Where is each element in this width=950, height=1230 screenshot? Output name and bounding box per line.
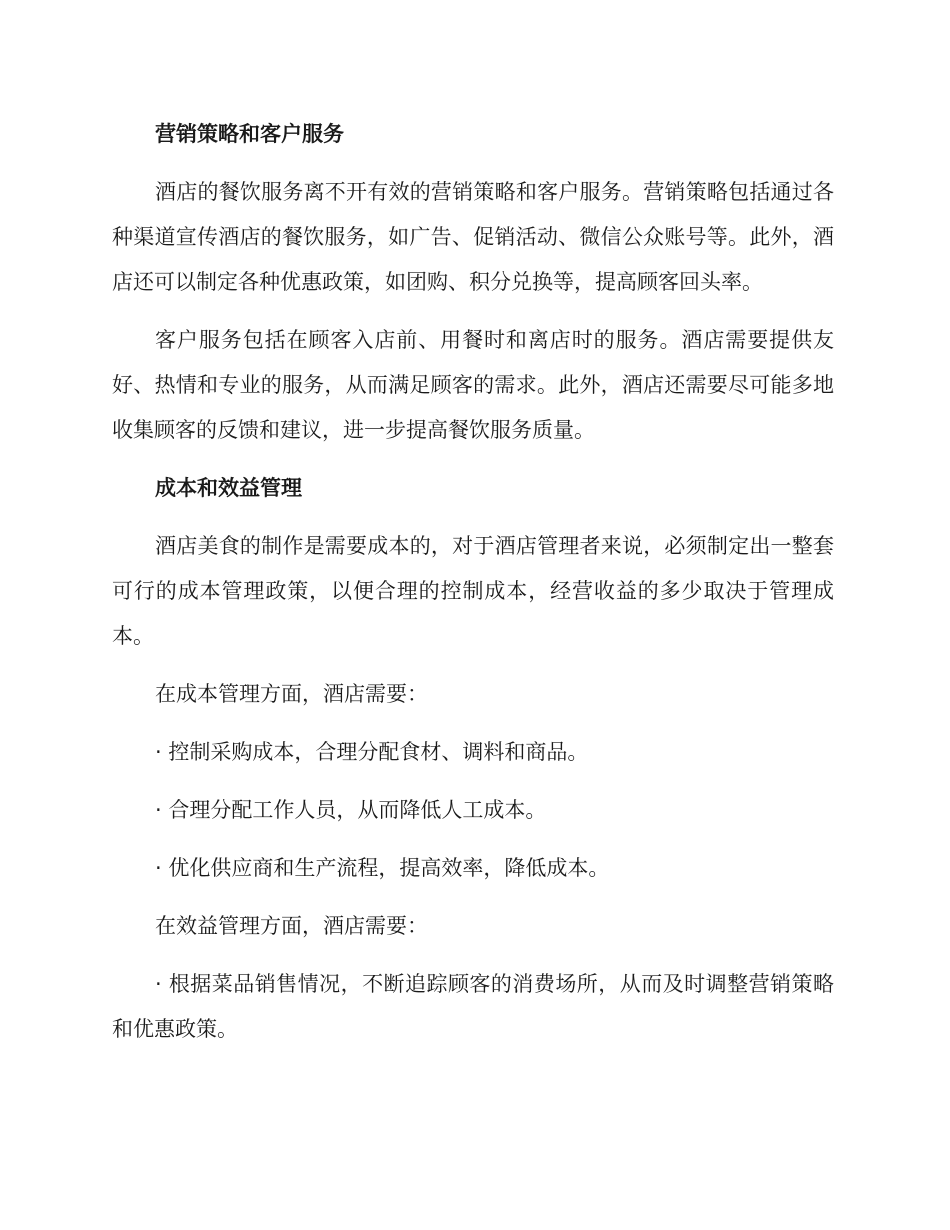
paragraph-cost-management-lead: 在成本管理方面，酒店需要：	[155, 682, 428, 706]
document-page	[112, 112, 834, 1052]
paragraph-benefit-management-lead: 在效益管理方面，酒店需要：	[155, 914, 428, 938]
bullet-item-procurement: · 控制采购成本，合理分配食材、调料和商品。	[155, 740, 589, 764]
paragraph-cost-intro: 酒店美食的制作是需要成本的，对于酒店管理者来说，必须制定出一整套可行的成本管理政策，以便合理的控制成本，经营收益的多少取决于管理成本。	[112, 534, 834, 648]
paragraph-customer-service: 客户服务包括在顾客入店前、用餐时和离店时的服务。酒店需要提供友好、热情和专业的服务，从而满足顾客的需求。此外，酒店还需要尽可能多地收集顾客的反馈和建议，进一步提高餐饮服务质量。	[112, 328, 834, 442]
paragraph-marketing-strategy: 酒店的餐饮服务离不开有效的营销策略和客户服务。营销策略包括通过各种渠道宣传酒店的餐饮服务，如广告、促销活动、微信公众账号等。此外，酒店还可以制定各种优惠政策，如团购、积分兑换等，提高顾客回头率。	[112, 180, 834, 294]
bullet-item-sales-tracking: · 根据菜品销售情况，不断追踪顾客的消费场所，从而及时调整营销策略和优惠政策。	[112, 972, 834, 1041]
section-heading-cost: 成本和效益管理	[155, 476, 302, 500]
bullet-item-staffing: · 合理分配工作人员，从而降低人工成本。	[155, 798, 547, 822]
bullet-item-process: · 优化供应商和生产流程，提高效率，降低成本。	[155, 856, 610, 880]
section-heading-marketing: 营销策略和客户服务	[155, 122, 344, 146]
